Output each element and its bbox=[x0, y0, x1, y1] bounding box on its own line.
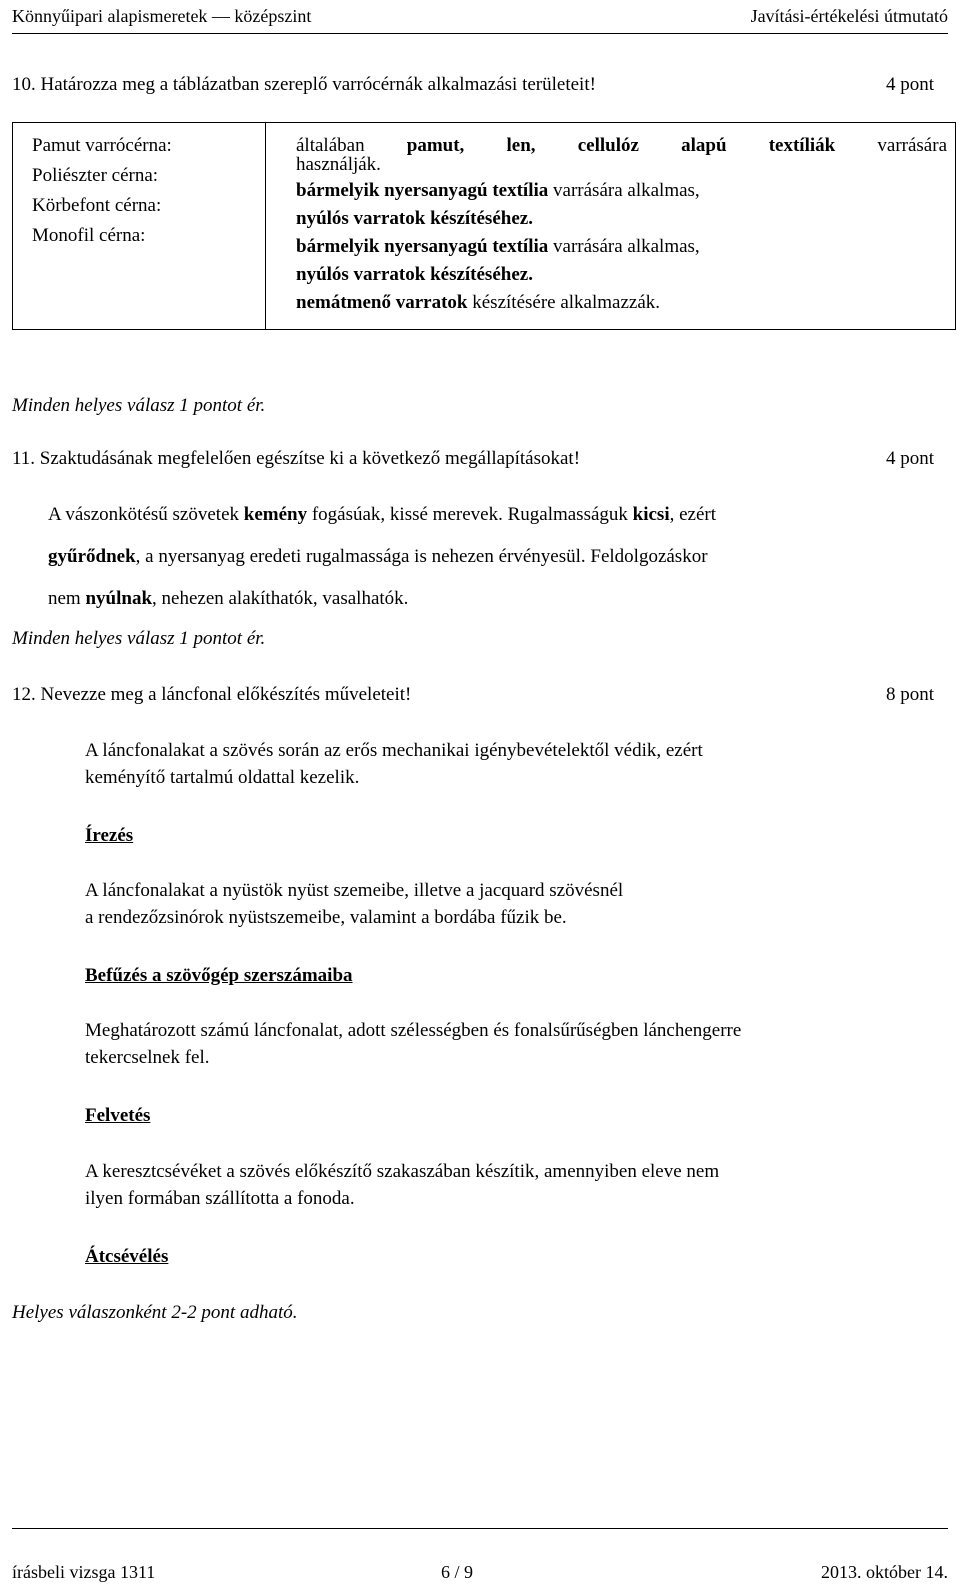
label-text: Körbefont cérna: bbox=[32, 195, 162, 216]
header-left: Könnyűipari alapismeretek — középszint bbox=[12, 6, 312, 26]
answer-bold: bármelyik nyersanyagú textília bbox=[296, 236, 549, 257]
q10-note: Minden helyes válasz 1 pontot ér. bbox=[12, 395, 266, 416]
answer-line bbox=[296, 289, 947, 329]
q12-item-2-desc-1: A láncfonalakat a nyüstök nyüst szemeibe, illetve a jacquard szövésnél bbox=[85, 880, 624, 901]
q11-line-1 bbox=[48, 504, 716, 526]
answer-bold: nemátmenő varratok bbox=[296, 292, 468, 313]
q11-text: , nehezen alakíthatók, vasalhatók. bbox=[152, 588, 409, 609]
q12-item-1-desc-2: keményítő tartalmú oldattal kezelik. bbox=[85, 767, 360, 788]
q11-title: 11. Szaktudásának megfelelően egészítse ki a következő megállapításokat! bbox=[12, 448, 581, 469]
footer-date: 2013. október 14. bbox=[821, 1562, 948, 1582]
answer-text: általában bbox=[296, 135, 365, 156]
answer-bold: pamut, len, cellulóz alapú textíliák bbox=[406, 135, 836, 156]
q11-text: A vászonkötésű szövetek bbox=[48, 504, 240, 525]
q10-points: 4 pont bbox=[885, 74, 934, 95]
q11-heading bbox=[12, 448, 948, 472]
q11-points: 4 pont bbox=[885, 448, 934, 469]
q11-text: fogásúak, kissé merevek. Rugalmasságuk bbox=[311, 504, 628, 525]
answer-text: varrására alkalmas, bbox=[553, 236, 700, 257]
q11-text: , ezért bbox=[669, 504, 717, 525]
row-answers bbox=[266, 123, 956, 330]
q12-points: 8 pont bbox=[885, 684, 934, 705]
row-label bbox=[13, 123, 266, 330]
footer-left: írásbeli vizsga 1311 bbox=[12, 1562, 156, 1582]
q11-line-2 bbox=[48, 546, 708, 568]
thread-table bbox=[12, 122, 956, 330]
q11-line-3 bbox=[48, 588, 408, 610]
q12-item-4-desc-2: ilyen formában szállította a fonoda. bbox=[85, 1188, 355, 1209]
q12-item-3-desc-2: tekercselnek fel. bbox=[85, 1047, 210, 1068]
q11-text: , a nyersanyag eredeti rugalmassága is nehezen érvényesül. Feldolgozáskor bbox=[135, 546, 708, 567]
q12-item-3-answer: Felvetés bbox=[85, 1105, 151, 1126]
footer-page-number: 6 / 9 bbox=[441, 1562, 474, 1582]
q11-note: Minden helyes válasz 1 pontot ér. bbox=[12, 628, 266, 649]
answer-line bbox=[296, 261, 947, 289]
label-text: Monofil cérna: bbox=[32, 225, 146, 246]
q12-note: Helyes válaszonként 2-2 pont adható. bbox=[12, 1302, 298, 1323]
q12-heading bbox=[12, 684, 948, 708]
answer-bold: bármelyik nyersanyagú textília bbox=[296, 180, 549, 201]
q12-item-2-answer: Befűzés a szövőgép szerszámaiba bbox=[85, 965, 353, 986]
footer-rule bbox=[12, 1528, 948, 1529]
answer-line bbox=[296, 205, 947, 233]
answer-text: varrására alkalmas, bbox=[553, 180, 700, 201]
q11-text: nem bbox=[48, 588, 81, 609]
header-right: Javítási-értékelési útmutató bbox=[750, 6, 948, 26]
header-rule bbox=[12, 33, 948, 34]
label-text: Poliészter cérna: bbox=[32, 165, 159, 186]
q10-heading bbox=[12, 74, 948, 98]
q12-item-2-desc-2: a rendezőzsinórok nyüstszemeibe, valamint a bordába fűzik be. bbox=[85, 907, 567, 928]
answer-line bbox=[296, 233, 947, 261]
q12-item-4-desc-1: A keresztcsévéket a szövés előkészítő szakaszában készítik, amennyiben eleve nem bbox=[85, 1161, 720, 1182]
answer-text: használják. bbox=[296, 154, 381, 175]
q11-answer: nyúlnak bbox=[85, 588, 153, 609]
q12-item-1-desc-1: A láncfonalakat a szövés során az erős mechanikai igénybevételektől védik, ezért bbox=[85, 740, 703, 761]
q11-answer: kicsi bbox=[632, 504, 670, 525]
answer-bold: nyúlós varratok készítéséhez. bbox=[296, 264, 533, 285]
answer-bold: nyúlós varratok készítéséhez. bbox=[296, 208, 533, 229]
q12-item-1-answer: Írezés bbox=[85, 825, 134, 846]
answer-line bbox=[296, 177, 947, 205]
q12-item-3-desc-1: Meghatározott számú láncfonalat, adott szélességben és fonalsűrűségben lánchengerre bbox=[85, 1020, 742, 1041]
q12-title: 12. Nevezze meg a láncfonal előkészítés műveleteit! bbox=[12, 684, 412, 705]
q10-title: 10. Határozza meg a táblázatban szereplő varrócérnák alkalmazási területeit! bbox=[12, 74, 596, 95]
answer-line bbox=[296, 131, 947, 156]
q11-answer: gyűrődnek bbox=[48, 546, 136, 567]
answer-text: varrására bbox=[877, 135, 947, 156]
answer-text: készítésére alkalmazzák. bbox=[472, 292, 661, 313]
q11-answer: kemény bbox=[243, 504, 308, 525]
label-text: Pamut varrócérna: bbox=[32, 135, 172, 156]
table-row bbox=[13, 123, 956, 330]
q12-item-4-answer: Átcsévélés bbox=[85, 1246, 169, 1267]
